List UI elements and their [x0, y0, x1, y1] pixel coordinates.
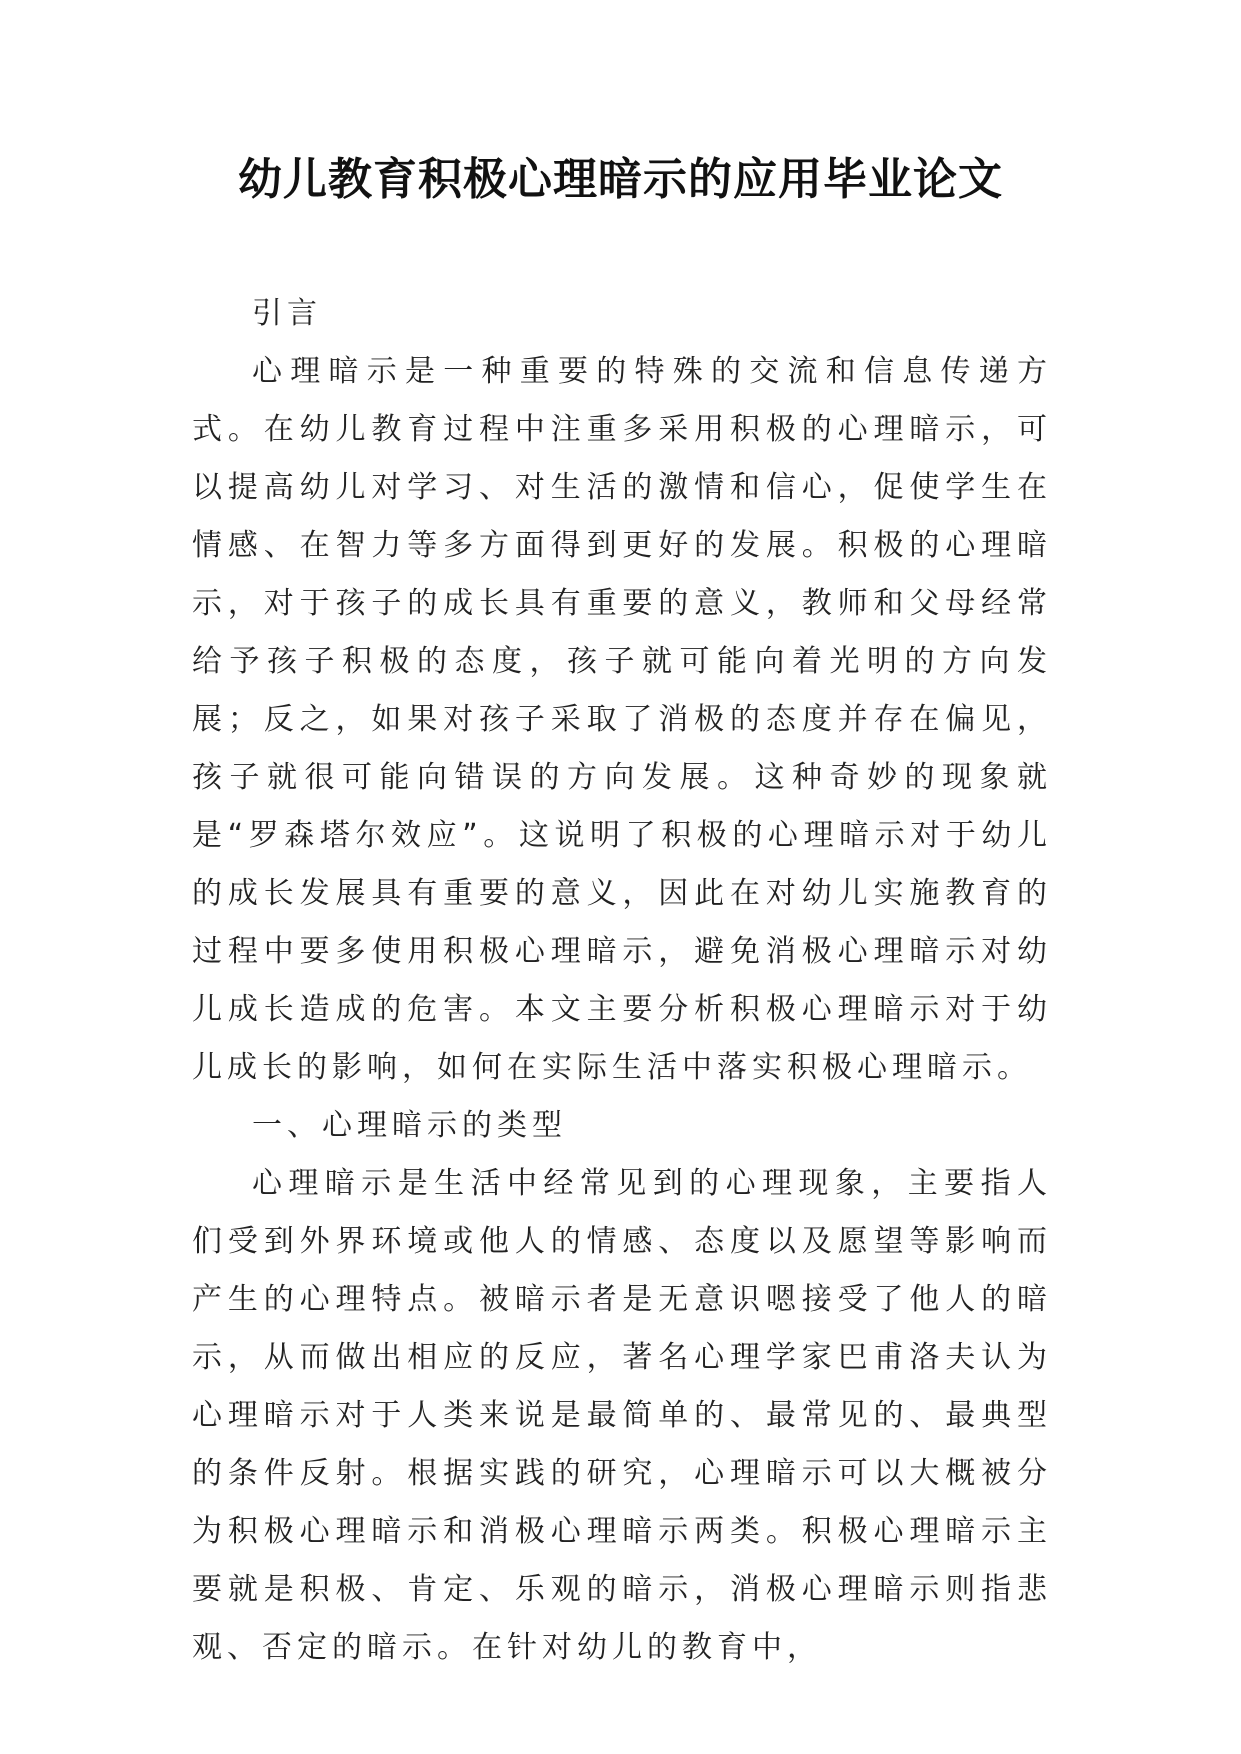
paragraph-intro-heading: 引言 — [252, 296, 322, 331]
paragraph-intro: 心理暗示是一种重要的特殊的交流和信息传递方式。在幼儿教育过程中注重多采用积极的心理暗示，可以提高幼儿对学习、对生活的激情和信心，促使学生在情感、在智力等多方面得到更好的发展。积极的心理暗示，对于孩子的成长具有重要的意义，教师和父母经常给予孩子积极的态度，孩子就可能向着光明的方向发展；反之，如果对孩子采取了消极的态度并存在偏见，孩子就很可能向错误的方向发展。这种奇妙的现象就是“罗森塔尔效应”。这说明了积极的心理暗示对于幼儿的成长发展具有重要的意义，因此在对幼儿实施教育的过程中要多使用积极心理暗示，避免消极心理暗示对幼儿成长造成的危害。本文主要分析积极心理暗示对于幼儿成长的影响，如何在实际生活中落实积极心理暗示。 — [192, 354, 1052, 1085]
document-body — [192, 285, 1052, 1677]
document-title: 幼儿教育积极心理暗示的应用毕业论文 — [238, 154, 1003, 205]
section-heading-1: 一、心理暗示的类型 — [252, 1108, 567, 1143]
paragraph-section-1: 心理暗示是生活中经常见到的心理现象，主要指人们受到外界环境或他人的情感、态度以及愿望等影响而产生的心理特点。被暗示者是无意识嗯接受了他人的暗示，从而做出相应的反应，著名心理学家巴甫洛夫认为心理暗示对于人类来说是最简单的、最常见的、最典型的条件反射。根据实践的研究，心理暗示可以大概被分为积极心理暗示和消极心理暗示两类。积极心理暗示主要就是积极、肯定、乐观的暗示，消极心理暗示则指悲观、否定的暗示。在针对幼儿的教育中， — [192, 1166, 1052, 1665]
